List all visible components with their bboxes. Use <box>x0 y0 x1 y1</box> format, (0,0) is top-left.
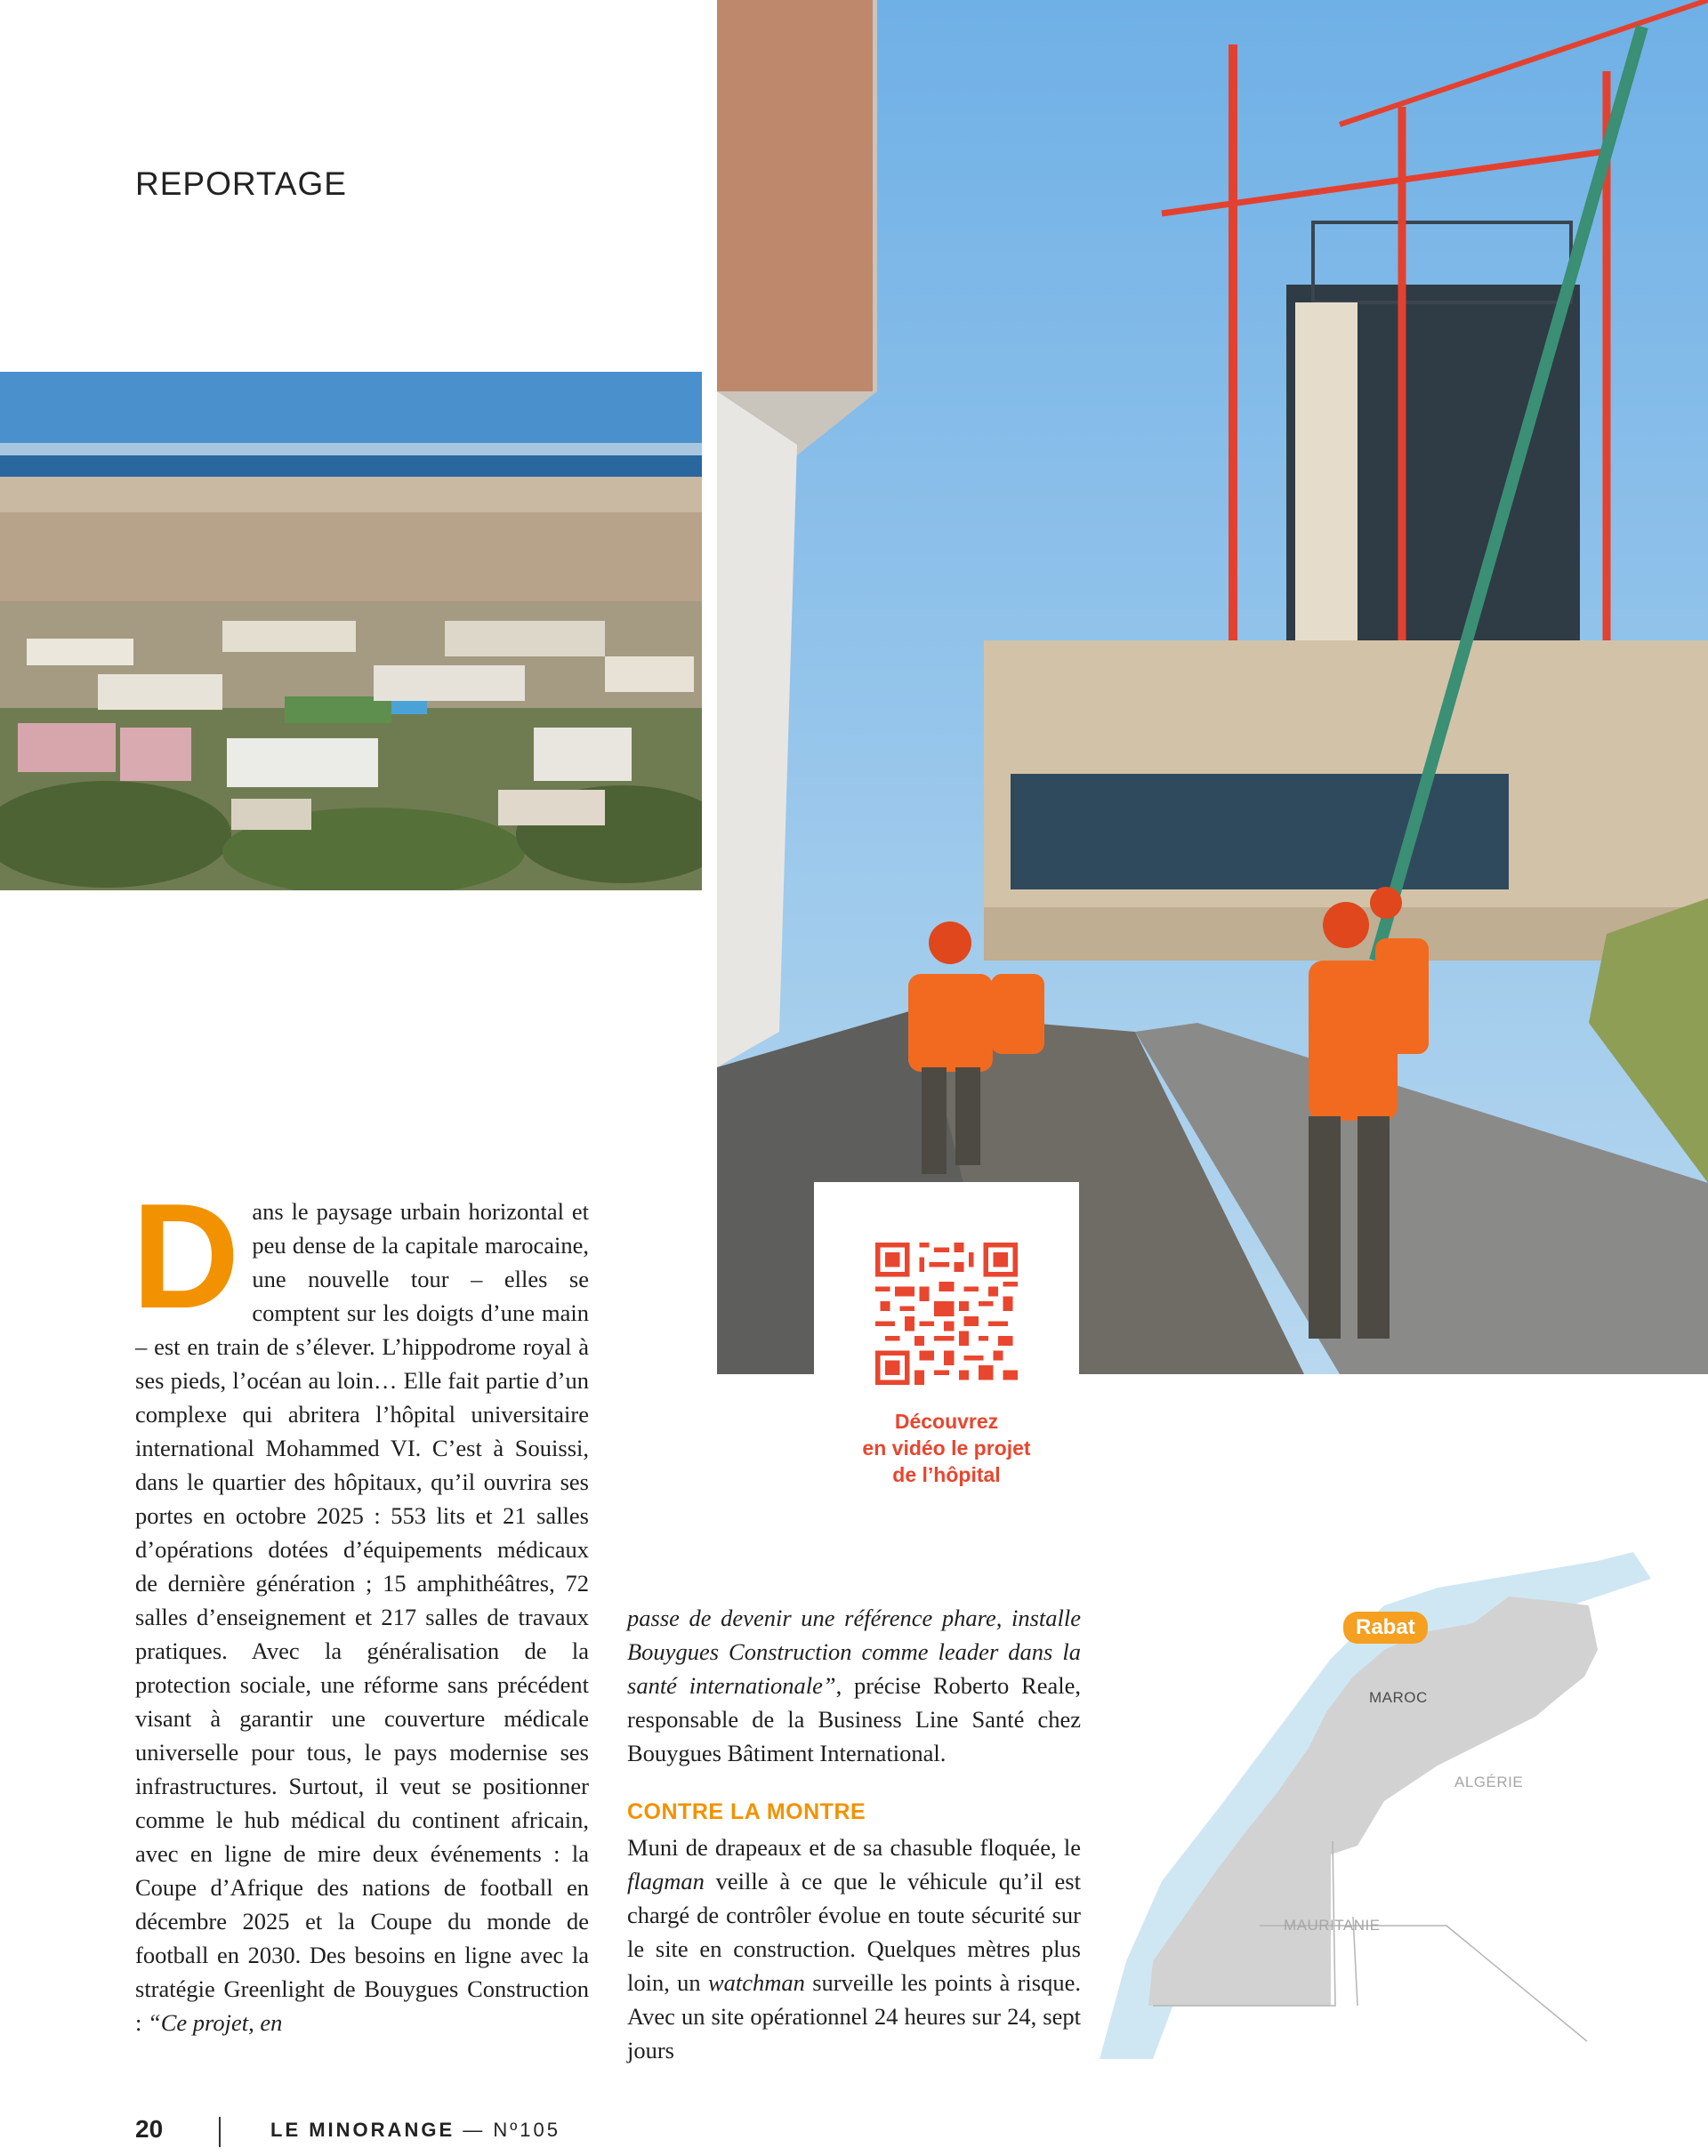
qr-code-icon[interactable] <box>875 1243 1018 1385</box>
magazine-title <box>270 2119 560 2142</box>
magazine-name: LE MINORANGE <box>270 2119 455 2141</box>
qr-code-card[interactable] <box>814 1182 1079 1374</box>
quote-start: “Ce projet, en <box>148 2009 283 2036</box>
term-flagman: flagman <box>627 1868 705 1895</box>
section-subheading: CONTRE LA MONTRE <box>627 1799 866 1824</box>
qr-caption-line-1: Découvrez <box>894 1410 999 1433</box>
aerial-city-photo <box>0 372 702 890</box>
article-column-2 <box>627 1601 1081 2067</box>
article-paragraph-2 <box>627 1601 1081 1770</box>
quote-attribution: , précise Roberto Reale, responsable de la Business Line Santé chez Bouygues Bâtiment International. <box>627 1672 1081 1766</box>
qr-caption-line-3: de l’hôpital <box>892 1463 1001 1486</box>
construction-site-photo <box>717 0 1708 1374</box>
map-label-algerie: ALGÉRIE <box>1454 1774 1524 1790</box>
text-run: surveille les points à risque. Avec un site opérationnel 24 heures sur 24, sept jours <box>627 1969 1081 2063</box>
issue-number: — Nº105 <box>455 2119 560 2141</box>
article-text: ans le paysage urbain horizontal et peu dense de la capitale marocaine, une nouvelle tour – elles se comptent sur les doigts d’une main – est en train de s’élever. L’hippodrome royal à ses pieds, l’océan au loin… Elle fait partie d’un complexe qui abritera l’hôpital universitaire international Mohammed VI. C’est à Souissi, dans le quartier des hôpitaux, qu’il ouvrira ses portes en octobre 2025 : 553 lits et 21 salles d’opérations dotées d’équipements médicaux de dernière génération ; 15 amphithéâtres, 72 salles d’enseignement et 217 salles de travaux pratiques. Avec la généralisation de la protection sociale, une réforme sans précédent visant à garantir une couverture médicale universelle pour tous, le pays modernise ses infrastructures. Surtout, il veut se positionner comme le hub médical du continent africain, avec en ligne de mire deux événements : la Coupe d’Afrique des nations de football en décembre 2025 et la Coupe du monde de football en 2030. Des besoins en ligne avec la stratégie Greenlight de Bouygues Construction : <box>135 1198 589 2036</box>
rabat-pin: Rabat <box>1343 1612 1428 1644</box>
qr-caption-line-2: en vidéo le projet <box>862 1436 1031 1460</box>
text-run: veille à ce que le véhicule qu’il est chargé de contrôler évolue en toute sécurité sur le site en construction. Quelques mètres plus loin, un <box>627 1868 1081 1996</box>
drop-cap: D <box>132 1172 240 1339</box>
footer-divider <box>219 2117 221 2147</box>
page-number: 20 <box>135 2115 164 2143</box>
article-paragraph-3 <box>627 1830 1081 2067</box>
section-label: REPORTAGE <box>135 165 347 202</box>
map-label-maroc: MAROC <box>1369 1689 1428 1706</box>
quote-continuation: passe de devenir une référence phare, installe Bouygues Construction comme leader dans la santé internationale” <box>627 1605 1081 1699</box>
article-paragraph-1 <box>132 1172 589 2039</box>
article-column-1 <box>132 1172 589 2039</box>
text-run: Muni de drapeaux et de sa chasuble floquée, le <box>627 1834 1081 1861</box>
term-watchman: watchman <box>707 1969 805 1996</box>
qr-caption <box>814 1408 1079 1488</box>
map-label-mauritanie: MAURITANIE <box>1284 1917 1381 1934</box>
